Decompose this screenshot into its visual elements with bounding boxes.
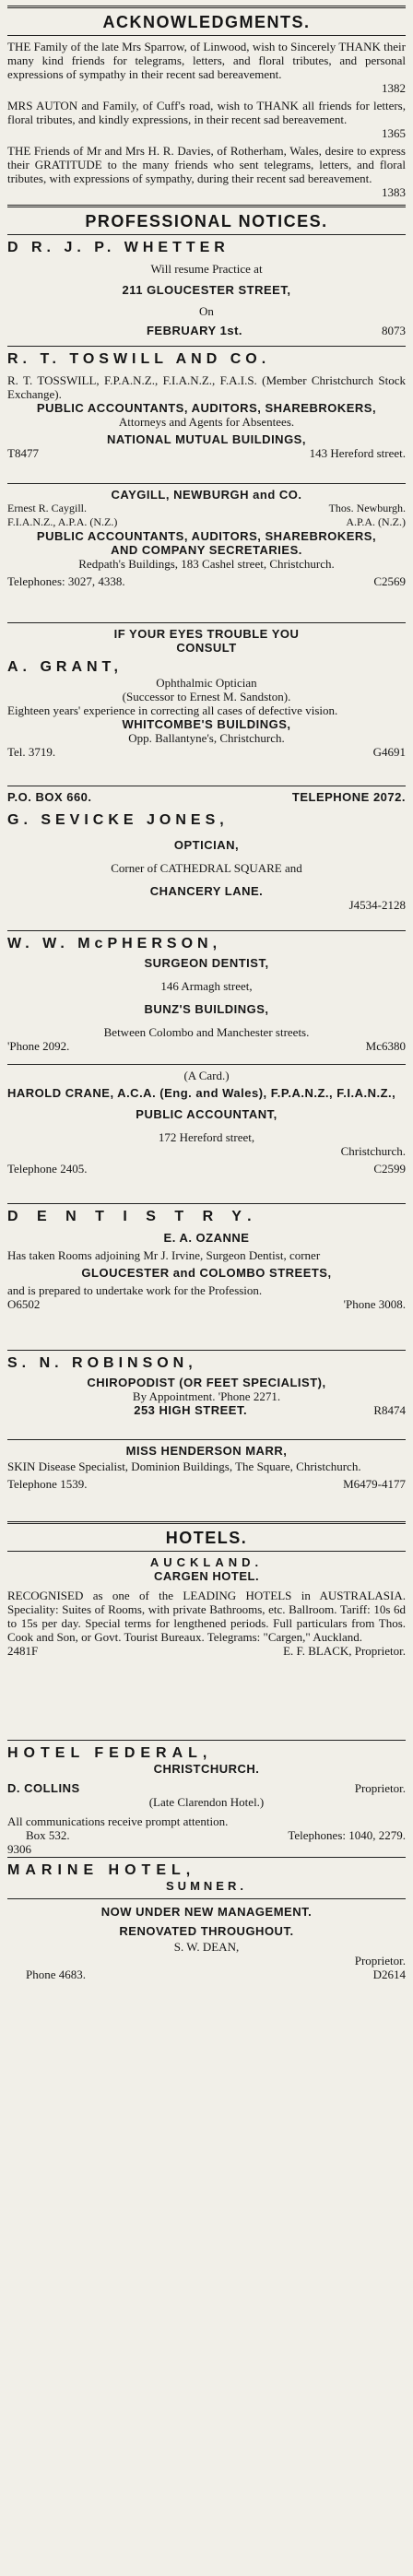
ad-heading: HOTEL FEDERAL, bbox=[7, 1745, 213, 1761]
ad-heading: W. W. McPHERSON, bbox=[7, 936, 222, 951]
ad-line: Phone 4683. bbox=[26, 1967, 86, 1981]
ad-line: SUMNER. bbox=[166, 1879, 247, 1893]
ad-line: NOW UNDER NEW MANAGEMENT. bbox=[100, 1905, 313, 1919]
ad-footer bbox=[7, 446, 406, 460]
ad-body: RECOGNISED as one of the LEADING HOTELS in AUSTRALASIA. Speciality: Suites of Rooms, with private Bathrooms, etc. Ballroom. Tariff: 10s 6d to 15s per day. Special terms for lengthened periods. Full particulars from Thos. Cook and Son, or Govt. Tourist Bureaux. Telegrams: "Cargen," Auckland. bbox=[7, 1589, 406, 1644]
ad-line: E. A. OZANNE bbox=[163, 1231, 250, 1245]
divider bbox=[7, 35, 406, 36]
ad-line: Thos. Newburgh. bbox=[328, 502, 406, 514]
ad-line: Redpath's Buildings, 183 Cashel street, Christchurch. bbox=[78, 557, 335, 571]
ad-heading: D R. J. P. WHETTER bbox=[7, 240, 230, 255]
ad-line: 146 Armagh street, bbox=[160, 979, 253, 993]
ad-line: D. COLLINS bbox=[7, 1781, 80, 1795]
ad-line: Has taken Rooms adjoining Mr J. Irvine, Surgeon Dentist, corner bbox=[7, 1248, 321, 1262]
divider bbox=[7, 1064, 406, 1065]
ad-line: All communications receive prompt attention. bbox=[7, 1814, 229, 1828]
divider bbox=[7, 1439, 406, 1440]
newspaper-column bbox=[0, 6, 413, 2576]
ad-line: Box 532. bbox=[26, 1828, 70, 1842]
ad-heading: AUCKLAND. bbox=[149, 1555, 264, 1569]
ad-line: By Appointment. 'Phone 2271. bbox=[132, 1389, 281, 1403]
ad-line: (Successor to Ernest M. Sandston). bbox=[122, 690, 291, 703]
ad-line: SKIN Disease Specialist, Dominion Buildings, The Square, Christchurch. bbox=[7, 1459, 361, 1473]
ad-mcpherson bbox=[7, 935, 406, 1060]
section-heading-acknowledgments: ACKNOWLEDGMENTS. bbox=[102, 13, 311, 31]
ad-code: 8073 bbox=[382, 324, 406, 337]
ad-footer bbox=[7, 1162, 406, 1176]
ad-line: PUBLIC ACCOUNTANTS, AUDITORS, SHAREBROKERS, bbox=[36, 529, 377, 543]
ad-line: Tel. 3719. bbox=[7, 745, 56, 759]
ad-line: Opp. Ballantyne's, Christchurch. bbox=[128, 731, 285, 745]
ad-marr bbox=[7, 1444, 406, 1516]
divider bbox=[7, 622, 406, 623]
ad-heading: R. T. TOSWILL AND CO. bbox=[7, 351, 271, 367]
ad-line: 'Phone 2092. bbox=[7, 1039, 70, 1053]
ad-footer bbox=[7, 1297, 406, 1311]
ad-heading: S. N. ROBINSON, bbox=[7, 1355, 197, 1371]
ad-line: Telephones: 1040, 2279. bbox=[288, 1828, 406, 1842]
ack-text: THE Friends of Mr and Mrs H. R. Davies, of Rotherham, Wales, desire to express their GRATITUDE to the many friends who sent telegrams, letters, and floral tributes, with expressions of sympathy, during their recent sad bereavement. bbox=[7, 144, 406, 185]
ad-line: E. F. BLACK, Proprietor. bbox=[283, 1644, 406, 1658]
divider bbox=[7, 234, 406, 235]
ad-line: 253 HIGH STREET. bbox=[134, 1403, 248, 1417]
ad-footer bbox=[7, 1644, 406, 1658]
ad-code: G4691 bbox=[372, 745, 406, 759]
divider bbox=[7, 346, 406, 347]
ad-line: OPTICIAN, bbox=[173, 838, 240, 852]
divider bbox=[7, 1857, 406, 1858]
ad-heading: HAROLD CRANE, A.C.A. (Eng. and Wales), F.P.A.N.Z., F.I.A.N.Z., bbox=[7, 1086, 396, 1100]
ad-code: R8474 bbox=[373, 1403, 406, 1417]
ad-crane bbox=[7, 1069, 406, 1199]
ad-line: GLOUCESTER and COLOMBO STREETS, bbox=[81, 1266, 332, 1280]
ad-line: Proprietor. bbox=[354, 1781, 406, 1795]
divider bbox=[7, 1740, 406, 1741]
ad-code: Mc6380 bbox=[365, 1039, 406, 1053]
ad-qualifications bbox=[7, 515, 406, 529]
ad-code: 9306 bbox=[7, 1842, 31, 1856]
section-heading-professional: PROFESSIONAL NOTICES. bbox=[85, 212, 328, 230]
ad-heading: G. SEVICKE JONES, bbox=[7, 812, 229, 828]
ad-line: 'Phone 3008. bbox=[343, 1297, 406, 1311]
ack-text: MRS AUTON and Family, of Cuff's road, wish to THANK all friends for letters, floral tributes, and kindly expressions, in their recent sad bereavement. bbox=[7, 99, 406, 126]
ad-ozanne bbox=[7, 1208, 406, 1346]
ad-line: CARGEN HOTEL. bbox=[153, 1569, 260, 1583]
ad-code: C2569 bbox=[373, 574, 406, 588]
ad-heading: CAYGILL, NEWBURGH and CO. bbox=[111, 488, 302, 502]
ad-line: Attorneys and Agents for Absentees. bbox=[118, 415, 295, 429]
ad-line: Eighteen years' experience in correcting all cases of defective vision. bbox=[7, 703, 338, 717]
ad-line: SURGEON DENTIST, bbox=[144, 956, 269, 970]
ad-line: 172 Hereford street, bbox=[158, 1130, 255, 1144]
ad-line: RENOVATED THROUGHOUT. bbox=[119, 1924, 294, 1938]
divider bbox=[7, 1521, 406, 1524]
ad-code: C2599 bbox=[373, 1162, 406, 1176]
ad-line: Telephones: 3027, 4338. bbox=[7, 574, 125, 588]
ad-grant bbox=[7, 627, 406, 782]
ad-line: Will resume Practice at bbox=[150, 262, 263, 276]
ad-code: O6502 bbox=[7, 1297, 41, 1311]
divider bbox=[7, 205, 406, 207]
ad-line: AND COMPANY SECRETARIES. bbox=[111, 543, 302, 557]
ad-line: F.I.A.N.Z., A.P.A. (N.Z.) bbox=[7, 515, 118, 528]
divider bbox=[7, 6, 406, 8]
ad-line: Ophthalmic Optician bbox=[156, 676, 257, 690]
ad-marine bbox=[7, 1861, 406, 2000]
ad-jones bbox=[7, 790, 406, 927]
ad-line: (Late Clarendon Hotel.) bbox=[148, 1795, 265, 1809]
ad-heading: MISS HENDERSON MARR, bbox=[125, 1444, 288, 1458]
ad-federal bbox=[7, 1744, 406, 1856]
ad-line: R. T. TOSSWILL, F.P.A.N.Z., F.I.A.N.Z., F.A.I.S. (Member Christchurch Stock Exchange). bbox=[7, 373, 406, 401]
ad-name: A. GRANT, bbox=[7, 659, 123, 675]
ad-line: CHIROPODIST (OR FEET SPECIALIST), bbox=[87, 1376, 326, 1389]
ad-line: PUBLIC ACCOUNTANT, bbox=[136, 1107, 277, 1121]
ad-heading: IF YOUR EYES TROUBLE YOU bbox=[113, 627, 300, 641]
section-heading-hotels: HOTELS. bbox=[165, 1529, 248, 1547]
ad-line: BUNZ'S BUILDINGS, bbox=[144, 1002, 269, 1016]
ad-line: Telephone 1539. bbox=[7, 1477, 88, 1491]
ad-line: Christchurch. bbox=[340, 1144, 406, 1158]
ack-text: THE Family of the late Mrs Sparrow, of Linwood, wish to Sincerely THANK their many kind friends for telegrams, letters, and floral tributes, and personal expressions of sympathy in their recent sad bereavement. bbox=[7, 40, 406, 81]
ad-code: D2614 bbox=[372, 1967, 406, 1981]
divider bbox=[7, 1203, 406, 1204]
ad-line: S. W. DEAN, bbox=[173, 1940, 240, 1954]
ad-line: 143 Hereford street. bbox=[309, 446, 406, 460]
ad-caygill bbox=[7, 488, 406, 619]
ad-code: J4534-2128 bbox=[348, 898, 406, 912]
ack-notice-davies bbox=[7, 144, 406, 199]
ad-heading: D E N T I S T R Y. bbox=[7, 1209, 259, 1224]
ad-line: 211 GLOUCESTER STREET, bbox=[122, 283, 291, 297]
ad-code: 1382 bbox=[382, 81, 406, 95]
ad-cargen bbox=[7, 1555, 406, 1736]
ad-heading: MARINE HOTEL, bbox=[7, 1862, 196, 1878]
divider bbox=[7, 1350, 406, 1351]
ad-whetter bbox=[7, 239, 406, 342]
divider bbox=[7, 1551, 406, 1552]
ad-line: CHANCERY LANE. bbox=[149, 884, 264, 898]
divider bbox=[7, 930, 406, 931]
ad-footer bbox=[7, 1039, 406, 1053]
ad-line: CHRISTCHURCH. bbox=[153, 1762, 260, 1776]
ad-code: 2481F bbox=[7, 1644, 39, 1658]
ad-line: Between Colombo and Manchester streets. bbox=[103, 1025, 310, 1039]
ad-footer bbox=[7, 1403, 406, 1417]
divider bbox=[7, 1898, 406, 1899]
ad-footer bbox=[7, 745, 406, 759]
ad-line: Ernest R. Caygill. bbox=[7, 502, 87, 514]
ad-contact-row bbox=[7, 1828, 406, 1842]
ad-line: FEBRUARY 1st. bbox=[146, 324, 243, 337]
ad-code: 1365 bbox=[382, 126, 406, 140]
ad-footer bbox=[7, 574, 406, 588]
ack-notice-sparrow bbox=[7, 40, 406, 95]
ad-line: and is prepared to undertake work for the Profession. bbox=[7, 1283, 263, 1297]
ad-line: CONSULT bbox=[176, 641, 237, 655]
ad-proprietor-row bbox=[7, 1781, 406, 1795]
ad-code: 1383 bbox=[382, 185, 406, 199]
ad-line: PUBLIC ACCOUNTANTS, AUDITORS, SHAREBROKERS, bbox=[36, 401, 377, 415]
ad-footer bbox=[7, 324, 406, 337]
ad-line: (A Card.) bbox=[183, 1069, 230, 1082]
ad-line: On bbox=[199, 304, 214, 318]
ack-notice-auton bbox=[7, 99, 406, 140]
ad-footer bbox=[7, 1477, 406, 1491]
ad-header-row bbox=[7, 790, 406, 804]
ad-tosswill bbox=[7, 350, 406, 479]
ad-line: WHITCOMBE'S BUILDINGS, bbox=[122, 717, 291, 731]
ad-line: TELEPHONE 2072. bbox=[291, 790, 406, 804]
ad-line: P.O. BOX 660. bbox=[7, 790, 92, 804]
ad-code: T8477 bbox=[7, 446, 39, 460]
ad-line: NATIONAL MUTUAL BUILDINGS, bbox=[107, 432, 306, 446]
ad-footer bbox=[7, 1967, 406, 1981]
ad-line: Telephone 2405. bbox=[7, 1162, 88, 1176]
ad-code: M6479-4177 bbox=[343, 1477, 406, 1491]
ad-partners bbox=[7, 502, 406, 515]
ad-robinson bbox=[7, 1354, 406, 1436]
divider bbox=[7, 483, 406, 484]
ad-line: Corner of CATHEDRAL SQUARE and bbox=[111, 861, 302, 875]
ad-line: Proprietor. bbox=[354, 1954, 406, 1967]
ad-line: A.P.A. (N.Z.) bbox=[346, 515, 406, 528]
